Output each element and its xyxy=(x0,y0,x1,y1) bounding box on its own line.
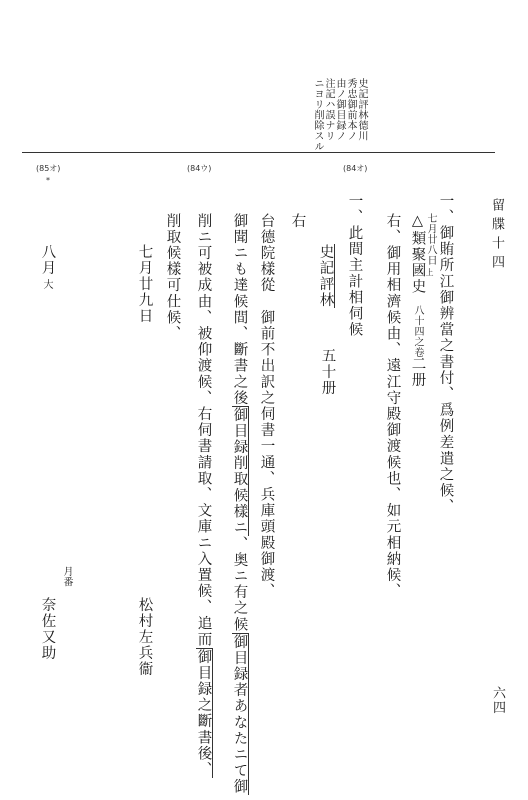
text-column-8-a: 御聞ニも達候間、斷書之後 xyxy=(231,213,248,407)
header-divider xyxy=(22,152,495,153)
text-column-1: 一、御賄所江御辨當之書付、爲例差遣之候、 xyxy=(437,193,454,515)
signature-nasa: 奈佐又助 xyxy=(39,597,56,662)
folio-mark-84u: (84ウ) xyxy=(187,164,212,173)
editor-note-line-3: 由ノ御目録ノ xyxy=(334,78,345,141)
text-column-7: 台德院樣從 御前不出訳之伺書一通、兵庫頭殿御渡、 xyxy=(258,213,275,600)
month-size-note: 大 xyxy=(41,279,52,290)
text-column-8-b: 御目録削取候樣ニ xyxy=(231,407,248,537)
chapter-title: 留牒十四 xyxy=(489,198,504,274)
entry-date: 七月廿八日 xyxy=(425,213,436,266)
text-column-9 xyxy=(196,213,211,778)
page-number: 六四 xyxy=(490,686,505,716)
text-column-6: 右 xyxy=(289,213,306,230)
volume-note: 八十四之卷 xyxy=(412,305,423,358)
folio-mark-85o: (85オ) xyxy=(36,164,61,173)
text-column-4: 一、此間主計相伺候 xyxy=(346,193,363,338)
duty-note: 月番 xyxy=(61,566,72,587)
folio-mark-84o: (84オ) xyxy=(343,164,368,173)
date-july-29: 七月廿九日 xyxy=(136,244,153,325)
editor-note-line-4: 注記ハ誤ナリ xyxy=(323,78,334,141)
entry-month-note: 上 xyxy=(425,268,434,276)
text-column-9-a: 削ニ可被成由、被仰渡候、右伺書請取、文庫ニ入置候、追而 xyxy=(195,213,212,648)
signature-matsumura: 松村左兵衞 xyxy=(136,597,153,678)
editor-note-line-1: 史記評林德川 xyxy=(356,78,367,141)
text-column-8 xyxy=(232,213,247,795)
text-column-8-c: 、奥ニ有之候 xyxy=(231,536,248,633)
editor-note-line-5: ニヨリ削除スル xyxy=(312,78,323,152)
text-column-10: 削取候樣可仕候、 xyxy=(164,213,181,342)
editor-note-line-2: 秀忠御前本ノ xyxy=(345,78,356,141)
text-column-9-b: 御目録之斷書後、 xyxy=(195,648,212,778)
footnote-star: * xyxy=(46,176,50,185)
text-column-8-d: 御目録者あなたニて御 xyxy=(231,633,248,795)
text-column-3: 右、御用相濟候由、遠江守殿御渡候也、如元相納候、 xyxy=(384,213,401,600)
date-august: 八月 xyxy=(39,244,56,277)
book-title-shikihyorin: 史記評林 xyxy=(317,244,334,309)
book-count: 二册 xyxy=(409,356,426,389)
book-count-50: 五十册 xyxy=(319,348,336,397)
book-title-ruijukokushi: △類聚國史 xyxy=(409,213,426,295)
